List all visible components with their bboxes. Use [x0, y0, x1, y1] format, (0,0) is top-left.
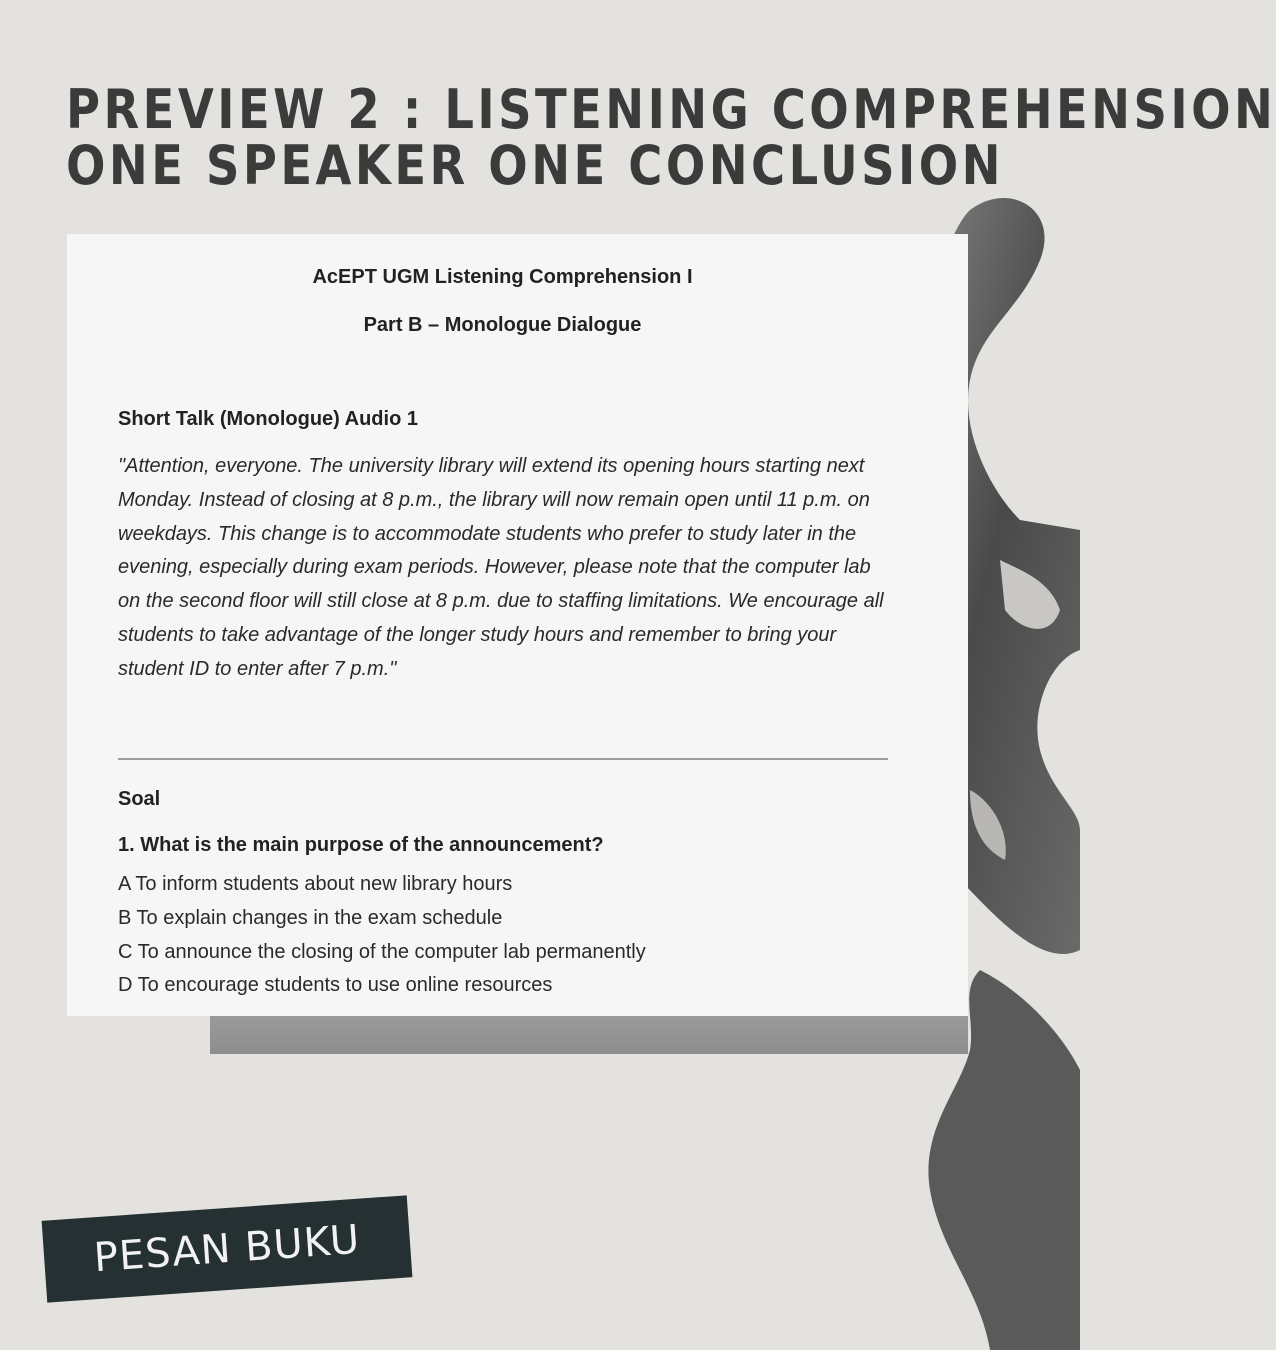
page-title-line-1: PREVIEW 2 : LISTENING COMPREHENSION [66, 78, 1276, 141]
answer-options [118, 868, 646, 1003]
question-text: 1. What is the main purpose of the announcement? [118, 834, 604, 856]
document-subtitle: Part B – Monologue Dialogue [363, 314, 642, 336]
answer-option-b: B To explain changes in the exam schedule [118, 906, 503, 929]
talk-transcript: "Attention, everyone. The university library will extend its opening hours starting next Monday. Instead of closing at 8 p.m., the library will now remain open until 11 p.m. on weekdays. This change is to accommodate students who prefer to study later in the evening, especially during exam periods. However, please note that the computer lab on the second floor will still close at 8 p.m. due to staffing limitations. We encourage all students to take advantage of the longer study hours and remember to bring your student ID to enter after 7 p.m." [118, 455, 884, 680]
order-book-label: PESAN BUKU [92, 1216, 362, 1282]
answer-option-a: A To inform students about new library hours [118, 873, 513, 895]
talk-heading: Short Talk (Monologue) Audio 1 [118, 408, 418, 430]
document-card [67, 234, 968, 1016]
order-book-button[interactable] [42, 1195, 413, 1302]
section-divider [118, 758, 888, 760]
page-title-line-2: ONE SPEAKER ONE CONCLUSION [66, 134, 1004, 197]
document-title: AcEPT UGM Listening Comprehension I [312, 266, 693, 288]
page-title [66, 78, 1276, 197]
soal-heading: Soal [118, 788, 161, 810]
answer-option-d: D To encourage students to use online resources [118, 974, 553, 997]
answer-option-c: C To announce the closing of the computer lab permanently [118, 940, 646, 963]
